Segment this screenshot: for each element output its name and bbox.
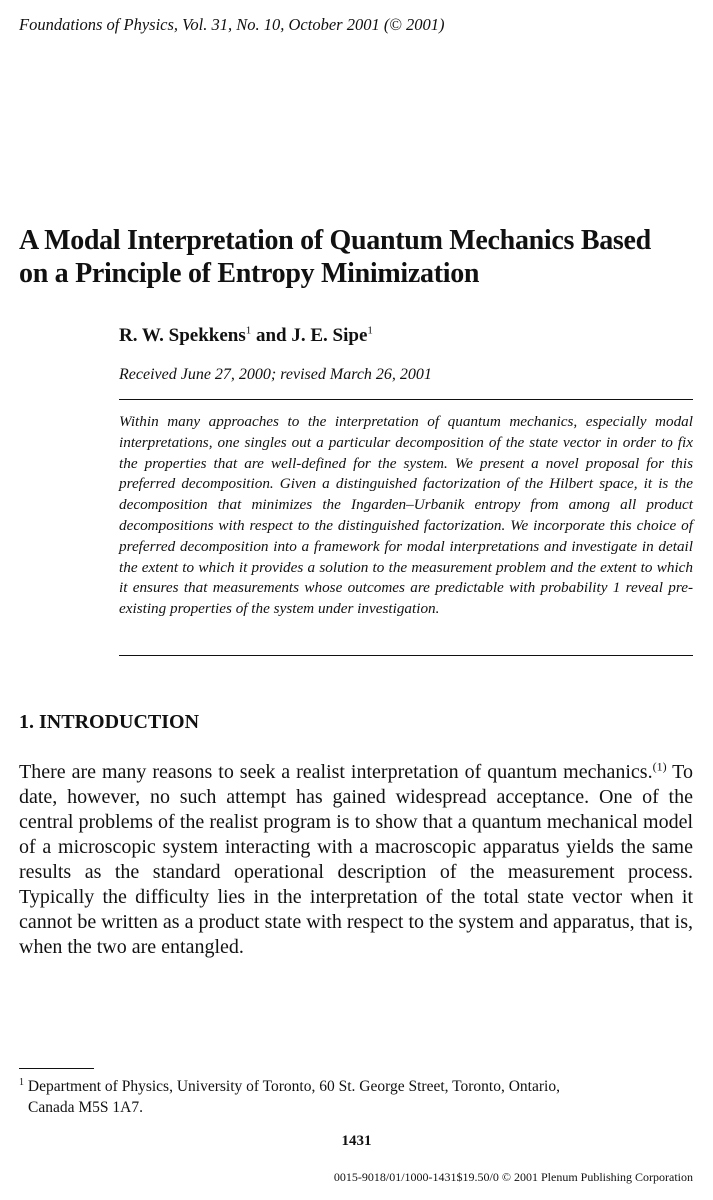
- footnote-mark: 1: [19, 1076, 24, 1088]
- page-number: 1431: [341, 1133, 372, 1149]
- citation-mark[interactable]: (1): [652, 759, 667, 774]
- affiliation-mark: 1: [245, 324, 252, 337]
- affiliation-mark: 1: [367, 324, 373, 337]
- intro-text-part-2: To date, however, no such attempt has gained widespread acceptance. One of the central problems of the realist program is to show that a quantum mechanical model of a microscopic system interacting with a macroscopic apparatus yields the same results as the standard operational description of the measurement process. Typically the difficulty lies in the interpretation of the total state vector when it cannot be written as a product state with respect to the system and apparatus, that is, when the two are entangled.: [19, 761, 698, 958]
- abstract-top-rule: [119, 399, 693, 400]
- footnote: [19, 1076, 693, 1118]
- author-name: J. E. Sipe: [291, 325, 368, 346]
- journal-header: Foundations of Physics, Vol. 31, No. 10, October 2001 (© 2001): [19, 15, 445, 34]
- section-heading: 1. INTRODUCTION: [19, 711, 200, 733]
- received-dates: Received June 27, 2000; revised March 26, 2001: [119, 366, 432, 383]
- intro-paragraph: [19, 759, 698, 960]
- copyright-line: 0015-9018/01/1000-1431$19.50/0 © 2001 Plenum Publishing Corporation: [333, 1170, 693, 1184]
- author-connector: and: [251, 325, 292, 346]
- intro-text-part-1: There are many reasons to seek a realist interpretation of quantum mechanics.: [19, 761, 653, 783]
- abstract-bottom-rule: [119, 655, 693, 656]
- paper-title: [19, 224, 699, 290]
- footnote-line-1: Department of Physics, University of Toronto, 60 St. George Street, Toronto, Ontario,: [24, 1078, 560, 1095]
- footnote-rule: [19, 1068, 94, 1069]
- title-line-1: A Modal Interpretation of Quantum Mechanics Based: [19, 225, 651, 256]
- title-line-2: on a Principle of Entropy Minimization: [19, 258, 480, 289]
- abstract-text: Within many approaches to the interpretation of quantum mechanics, especially modal interpretations, one singles out a particular decomposition of the state vector in order to fix the properties that are well-defined for the system. We present a novel proposal for this preferred decomposition. Given a distinguished factorization of the Hilbert space, it is the decomposition that minimizes the Ingarden–Urbanik entropy from among all product decompositions with respect to the distinguished factorization. We incorporate this choice of preferred decomposition into a framework for modal interpretations and investigate in detail the extent to which it provides a solution to the measurement problem and the extent to which it ensures that measurements whose outcomes are predictable with probability 1 reveal pre-existing properties of the system under investigation.: [119, 413, 693, 618]
- footnote-line-2: Canada M5S 1A7.: [28, 1099, 143, 1116]
- author-list: [119, 325, 373, 347]
- author-name: R. W. Spekkens: [119, 325, 246, 346]
